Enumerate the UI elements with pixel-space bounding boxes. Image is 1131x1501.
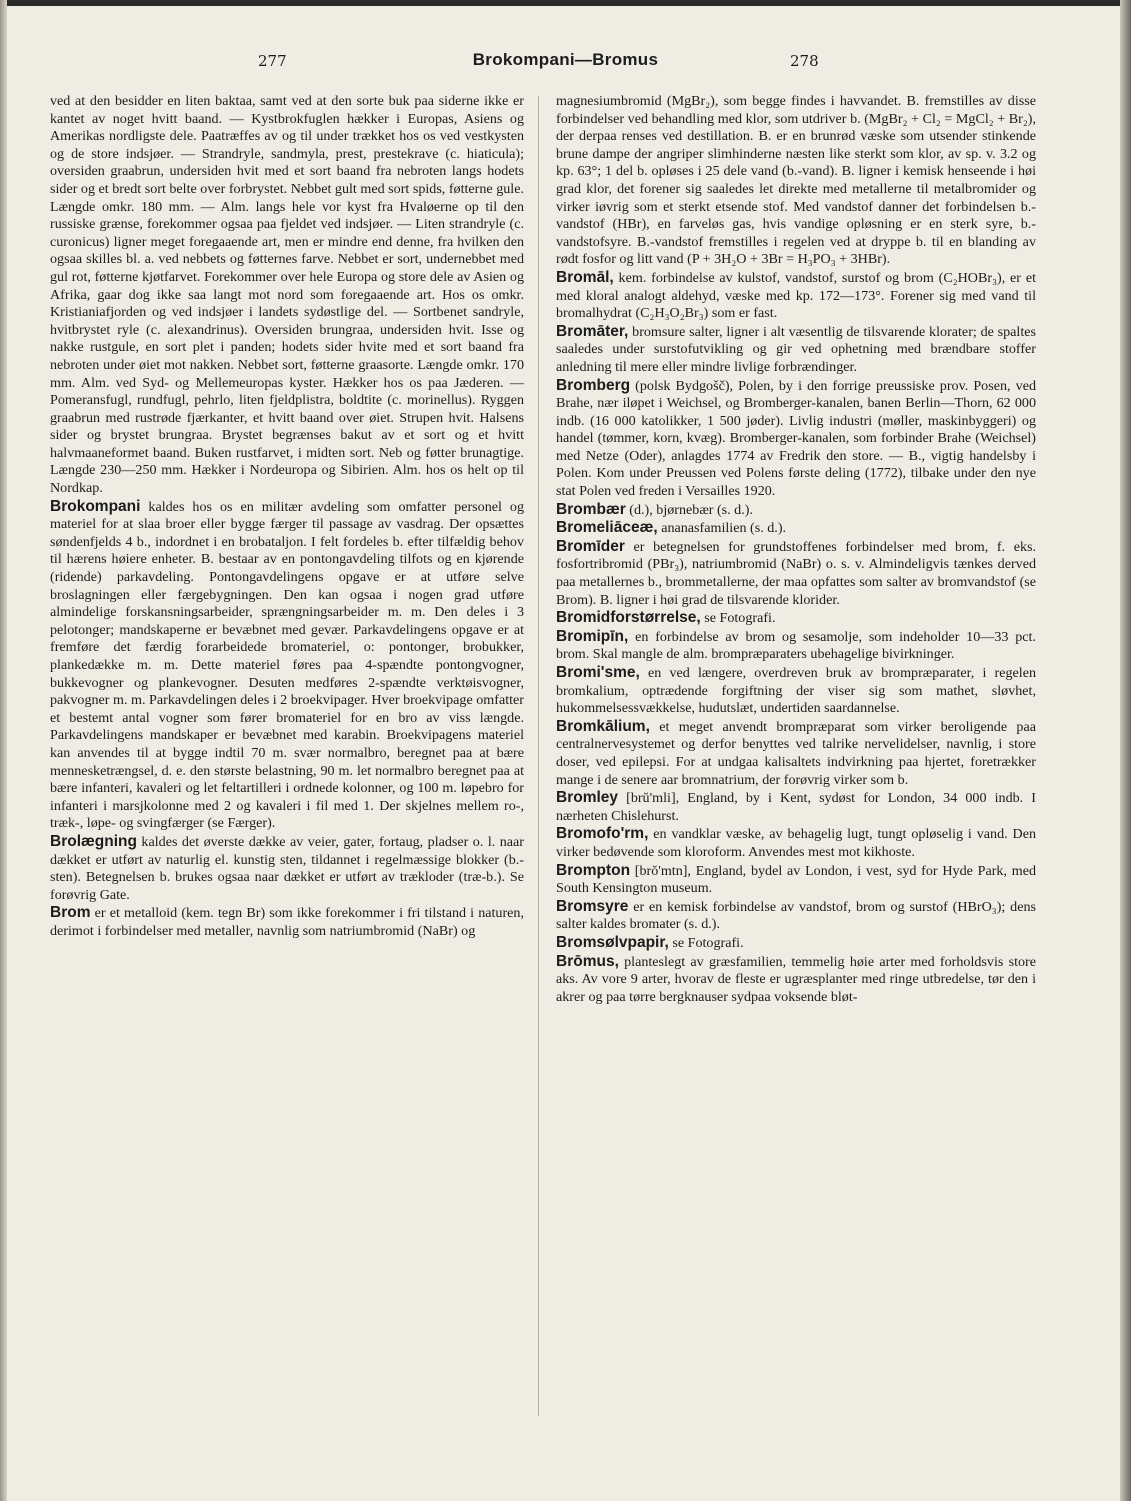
entry-bromoform: [556, 825, 1036, 861]
headword: Bromipīn,: [556, 627, 629, 645]
entry-text: se Fotografi.: [700, 610, 776, 627]
entry-text: kaldes det øverste dække av veier, gater, fortaug, pladser o. l. naar dækket er utført av naturlig el. kunstig sten, tildannet i regelmæssige blokker (b.-sten). Betegnelsen b. brukes ogsaa naar dækket er utført av trækloder (træ-b.). Se forøvrig Gate.: [50, 833, 524, 903]
headword: Brombær: [556, 500, 626, 518]
entry-text: er betegnelsen for grundstoffenes forbindelser med brom, f. eks. fosfortribromid (PBr₃), natriumbromid (NaBr) o. s. v. Almindeligvis tænkes derved paa metallernes b., brommetallerne, der maa opfattes som salter av bromvandstof (se Brom). B. ligner i høi grad de tilsvarende klorider.: [556, 538, 1036, 608]
entry-text: ved at den besidder en liten baktaa, samt ved at den sorte buk paa siderne ikke er kantet av noget hvitt baand. — Kystbrokfuglen hækker i Europas, Asiens og Amerikas nordligste dele. Paatræffes av og til under trækket hos os ved vestkysten og de store indsjøer. — Strandryle, sandmyla, prest, prestekrave (c. hiaticula); oversiden graabrun, undersiden hvit med et sort baand fra nebroten langs hodets sider og et bredt sort belte over forbrystet. Nebbet gult med sort spids, føtterne gule. Længde omkr. 180 mm. — Alm. langs hele vor kyst fra Hvaløerne op til den russiske grænse, forekommer ogsaa paa fjeldet ved indsjøer. — Liten strandryle (c. curonicus) ligner meget foregaaende art, men er mindre end denne, fra hvilken den ogsaa skilles bl. a. ved nebbets og føtternes farve. Nebbet er sort, undernebbet med gul rot, føtterne kjøtfarvet. Forekommer over hele Europa og store dele av Asien og Afrika, gaar dog ikke saa langt mot nord som foregaaende art. Hos os omkr. Kristianiafjorden og ved indsjøer i landets sydøstlige del. — Sortbenet sandryle, hvitbrystet ryle (c. alexandrinus). Oversiden brungraa, undersiden hvit. Isse og nakke rustgule, en sort plet i panden; hodets sider hvite med et sort baand fra nebroten under øiet mot nakken. Nebbet sort, føtterne graasorte. Længde omkr. 170 mm. Alm. ved Syd- og Mellemeuropas kyster. Hækker hos os paa Jæderen. — Pomeransfugl, rundfugl, pehrlo, liten fjeldplistra, boldtite (c. morinellus). Ryggen graabrun med rustrøde fjærkanter, et hvitt baand over øiet. Strupen hvit. Halsens sider og brystet brungraa. Brystet begrænses bakut av et sort og et hvitt halvmaaneformet baand. Buken rustfarvet, i midten sort. Neb og føtter brunagtige. Længde 230—250 mm. Hækker i Nordeuropa og Sibirien. Alm. hos os helt op til Nordkap.: [50, 93, 524, 497]
running-header: [0, 50, 1131, 76]
headword: Bromofo'rm,: [556, 825, 649, 843]
entry-bromsolvpapir: [556, 934, 1036, 953]
entry-text: se Fotografi.: [668, 934, 744, 951]
entry-text: en forbindelse av brom og sesamolje, som indeholder 10—33 pct. brom. Skal mangle de alm. brompræparaters ubehagelige bivirkninger.: [556, 628, 1036, 663]
headword: Brōmus,: [556, 952, 619, 970]
entry-text: kem. forbindelse av kulstof, vandstof, surstof og brom (C₂HOBr₃), er et med kloral analogt aldehyd, væske med kp. 172—173°. Forener sig med vand til bromalhydrat (C₂H₃O₂Br₃) som er fast.: [556, 269, 1036, 322]
headword: Bromkālium,: [556, 717, 650, 735]
headword: Bromi'sme,: [556, 664, 640, 681]
headword: Bromidforstørrelse,: [556, 609, 701, 627]
entry-continuation: [50, 93, 524, 498]
entry-bromus: [556, 953, 1036, 1007]
headword: Bromeliāceæ,: [556, 519, 658, 537]
headword: Brom: [50, 904, 91, 922]
page-edge-top: [0, 0, 1131, 6]
entry-bromkalium: [556, 718, 1036, 789]
entry-brompton: [556, 862, 1036, 898]
entry-brom: [50, 904, 524, 940]
entry-text: [brŏ'mtn], England, bydel av London, i vest, syd for Hyde Park, med South Kensington museum.: [556, 862, 1036, 897]
entry-text: magnesiumbromid (MgBr₂), som begge findes i havvandet. B. fremstilles av disse forbindelser ved behandling med klor, som utdriver b. (MgBr₂ + Cl₂ = MgCl₂ + Br₂), der derpaa renses ved destillation. B. er en brunrød væske som utsender stinkende brune dampe der angriper slimhinderne næsten like sterkt som klor, av sp. v. 3.2 og kp. 63°; 1 del b. opløses i 25 dele vand (b.-vand). B. ligner i kemisk henseende i høi grad klor, det forener sig saaledes let direkte med metallerne til metalbromider og virker iøvrig som et sterkt etsende stof. Med vandstof danner det forbindelsen b.-vandstof (HBr), en farveløs gas, hvis vandige opløsning er en sterk syre, b.-vandstofsyre. B.-vandstof fremstilles i regelen ved at dryppe b. til en blanding av rødt fosfor og litt vand (P + 3H₂O + 3Br = H₃PO₃ + 3HBr).: [556, 93, 1036, 268]
headword: Brokompani: [50, 497, 141, 515]
headword: Bromāter,: [556, 322, 629, 340]
right-column: [556, 93, 1036, 1006]
entry-text: en ved længere, overdreven bruk av brompræparater, i regelen bromkalium, optrædende forgiftning der viser sig som mathet, sløvhet, hukommelsessvækkelse, hudutslæt, undertiden saardannelse.: [556, 665, 1036, 717]
entry-text: en vandklar væske, av behagelig lugt, tungt opløselig i vand. Den virker bedøvende som kloroform. Anvendes mest mot kikhoste.: [556, 826, 1036, 860]
entry-bromipin: [556, 628, 1036, 664]
page-edge-left: [0, 0, 7, 1501]
headword: Brolægning: [50, 832, 137, 850]
entry-text: [brŭ'mli], England, by i Kent, sydøst for London, 34 000 indb. I nærheten Chislehurst.: [556, 790, 1036, 824]
headword: Bromsyre: [556, 897, 629, 915]
entry-text: (d.), bjørnebær (s. d.).: [625, 501, 753, 518]
headword: Bromsølvpapir,: [556, 933, 669, 951]
headword: Bromberg: [556, 376, 631, 394]
column-divider: [538, 96, 539, 1416]
entry-continuation: [556, 93, 1036, 269]
entry-bromberg: [556, 377, 1036, 501]
page-edge-right: [1120, 0, 1131, 1501]
page-number-right: 278: [790, 52, 819, 70]
entry-brombaer: [556, 501, 1036, 520]
entry-text: kaldes hos os en militær avdeling som omfatter personel og materiel for at slaa broer eller bygge færger til passage av vasdrag. Der opsættes søndenfjelds 4 b., indordnet i en brobataljon. I felt fordeles b. efter tilfældig behov til hærens høiere enheter. B. bestaar av en pontongavdeling tilfots og en kjørende (ridende) parkavdeling. Pontongavdelingens opgave er at utføre selve broslagningen eller færgebygningen. Den kan ogsaa i nogen grad utføre almindelige forskansningsarbeider, sprængningsarbeider m. m. Den deles i 3 pelotonger; mandskaperne er bevæbnet med gevær. Parkavdelingens opgave er at fremføre det færdig forarbeidede bromateriel, o: pontonger, brobukker, plankedække m. m. Dette materiel føres paa 4-spændte pontongvogner, bukkevogner og plankevogner. Desuten medføres 2-spændte verktøisvogner, pakvogner m. m. Parkavdelingen deles i 2 broekvipager. Hver broekvipage omfatter et bestemt antal vogner som fører bromateriel for en bro av viss længde. Parkavdelingens mandskaper er bevæbnet med karabin. Broekvipagens materiel kan anvendes til at bygge indtil 70 m. svær normalbro, beregnet paa at bære mennesketrængsel, d. e. den største belastning, 90 m. let normalbro beregnet paa at bære infanteri, kavaleri og let feltartilleri i ordnede kolonner, og 100 m. løpebro for infanteri i marsjkolonne med 2 og kavaleri i fil med 1. Der skjelnes mellem ro-, træk-, løpe- og svingfærger (se Færger).: [50, 498, 524, 832]
headword: Bromīder: [556, 537, 625, 555]
running-title: Brokompani—Bromus: [472, 50, 659, 69]
entry-bromsyre: [556, 898, 1036, 934]
left-column: [50, 93, 524, 941]
entry-brolaegning: [50, 833, 524, 904]
entry-bromisme: [556, 664, 1036, 718]
entry-bromley: [556, 789, 1036, 825]
entry-text: er et metalloid (kem. tegn Br) som ikke forekommer i fri tilstand i naturen, derimot i forbindelser med metaller, navnlig som natriumbromid (NaBr) og: [50, 905, 524, 939]
entry-text: er en kemisk forbindelse av vandstof, brom og surstof (HBrO₃); dens salter kaldes bromater (s. d.).: [556, 898, 1036, 933]
entry-text: ananasfamilien (s. d.).: [657, 520, 787, 537]
page-number-left: 277: [258, 52, 287, 70]
headword: Brompton: [556, 861, 631, 879]
entry-bromidforstorrelse: [556, 609, 1036, 628]
entry-text: planteslegt av græsfamilien, temmelig høie arter med forholdsvis store aks. Av vore 9 arter, hvorav de fleste er ugræsplanter med ringe utbredelse, tør den i akrer og paa tørre bergknauser sydpaa voksende bløt-: [556, 953, 1036, 1005]
entry-text: bromsure salter, ligner i alt væsentlig de tilsvarende klorater; de spaltes saaledes under surstofutvikling og gir ved ophetning med brændbare stoffer anledning til mere eller mindre livlige forbrændinger.: [556, 323, 1036, 375]
entry-text: et meget anvendt brompræparat som virker beroligende paa centralnervesystemet og derfor benyttes ved talrike nervelidelser, navnlig, i store doser, ved epilepsi. For at undgaa kalisaltets indvirkning paa hjertet, foretrækker mange i de senere aar bromnatrium, der forøvrig virker som b.: [556, 718, 1036, 788]
entry-bromater: [556, 323, 1036, 377]
entry-bromal: [556, 269, 1036, 323]
headword: Bromāl,: [556, 268, 614, 286]
entry-brokompani: [50, 498, 524, 833]
entry-text: (polsk Bydgošč), Polen, by i den forrige preussiske prov. Posen, ved Brahe, nær iløpet i Weichsel, og Bromberger-kanalen, banen Berlin—Thorn, 62 000 indb. (16 000 katolikker, 1 500 jøder). Livlig industri (møller, maskinbyggeri) og handel (tømmer, korn, kvæg). Bromberger-kanalen, som forbinder Brahe (Weichsel) med Netze (Oder), anlagdes 1774 av Fredrik den store. — B., vigtig handelsby i Polen. Kom under Preussen ved Polens første deling (1772), tilbake under den nye stat Polen ved freden i Versailles 1920.: [556, 377, 1036, 500]
headword: Bromley: [556, 789, 619, 807]
entry-bromider: [556, 538, 1036, 609]
entry-bromeliaceae: [556, 519, 1036, 538]
